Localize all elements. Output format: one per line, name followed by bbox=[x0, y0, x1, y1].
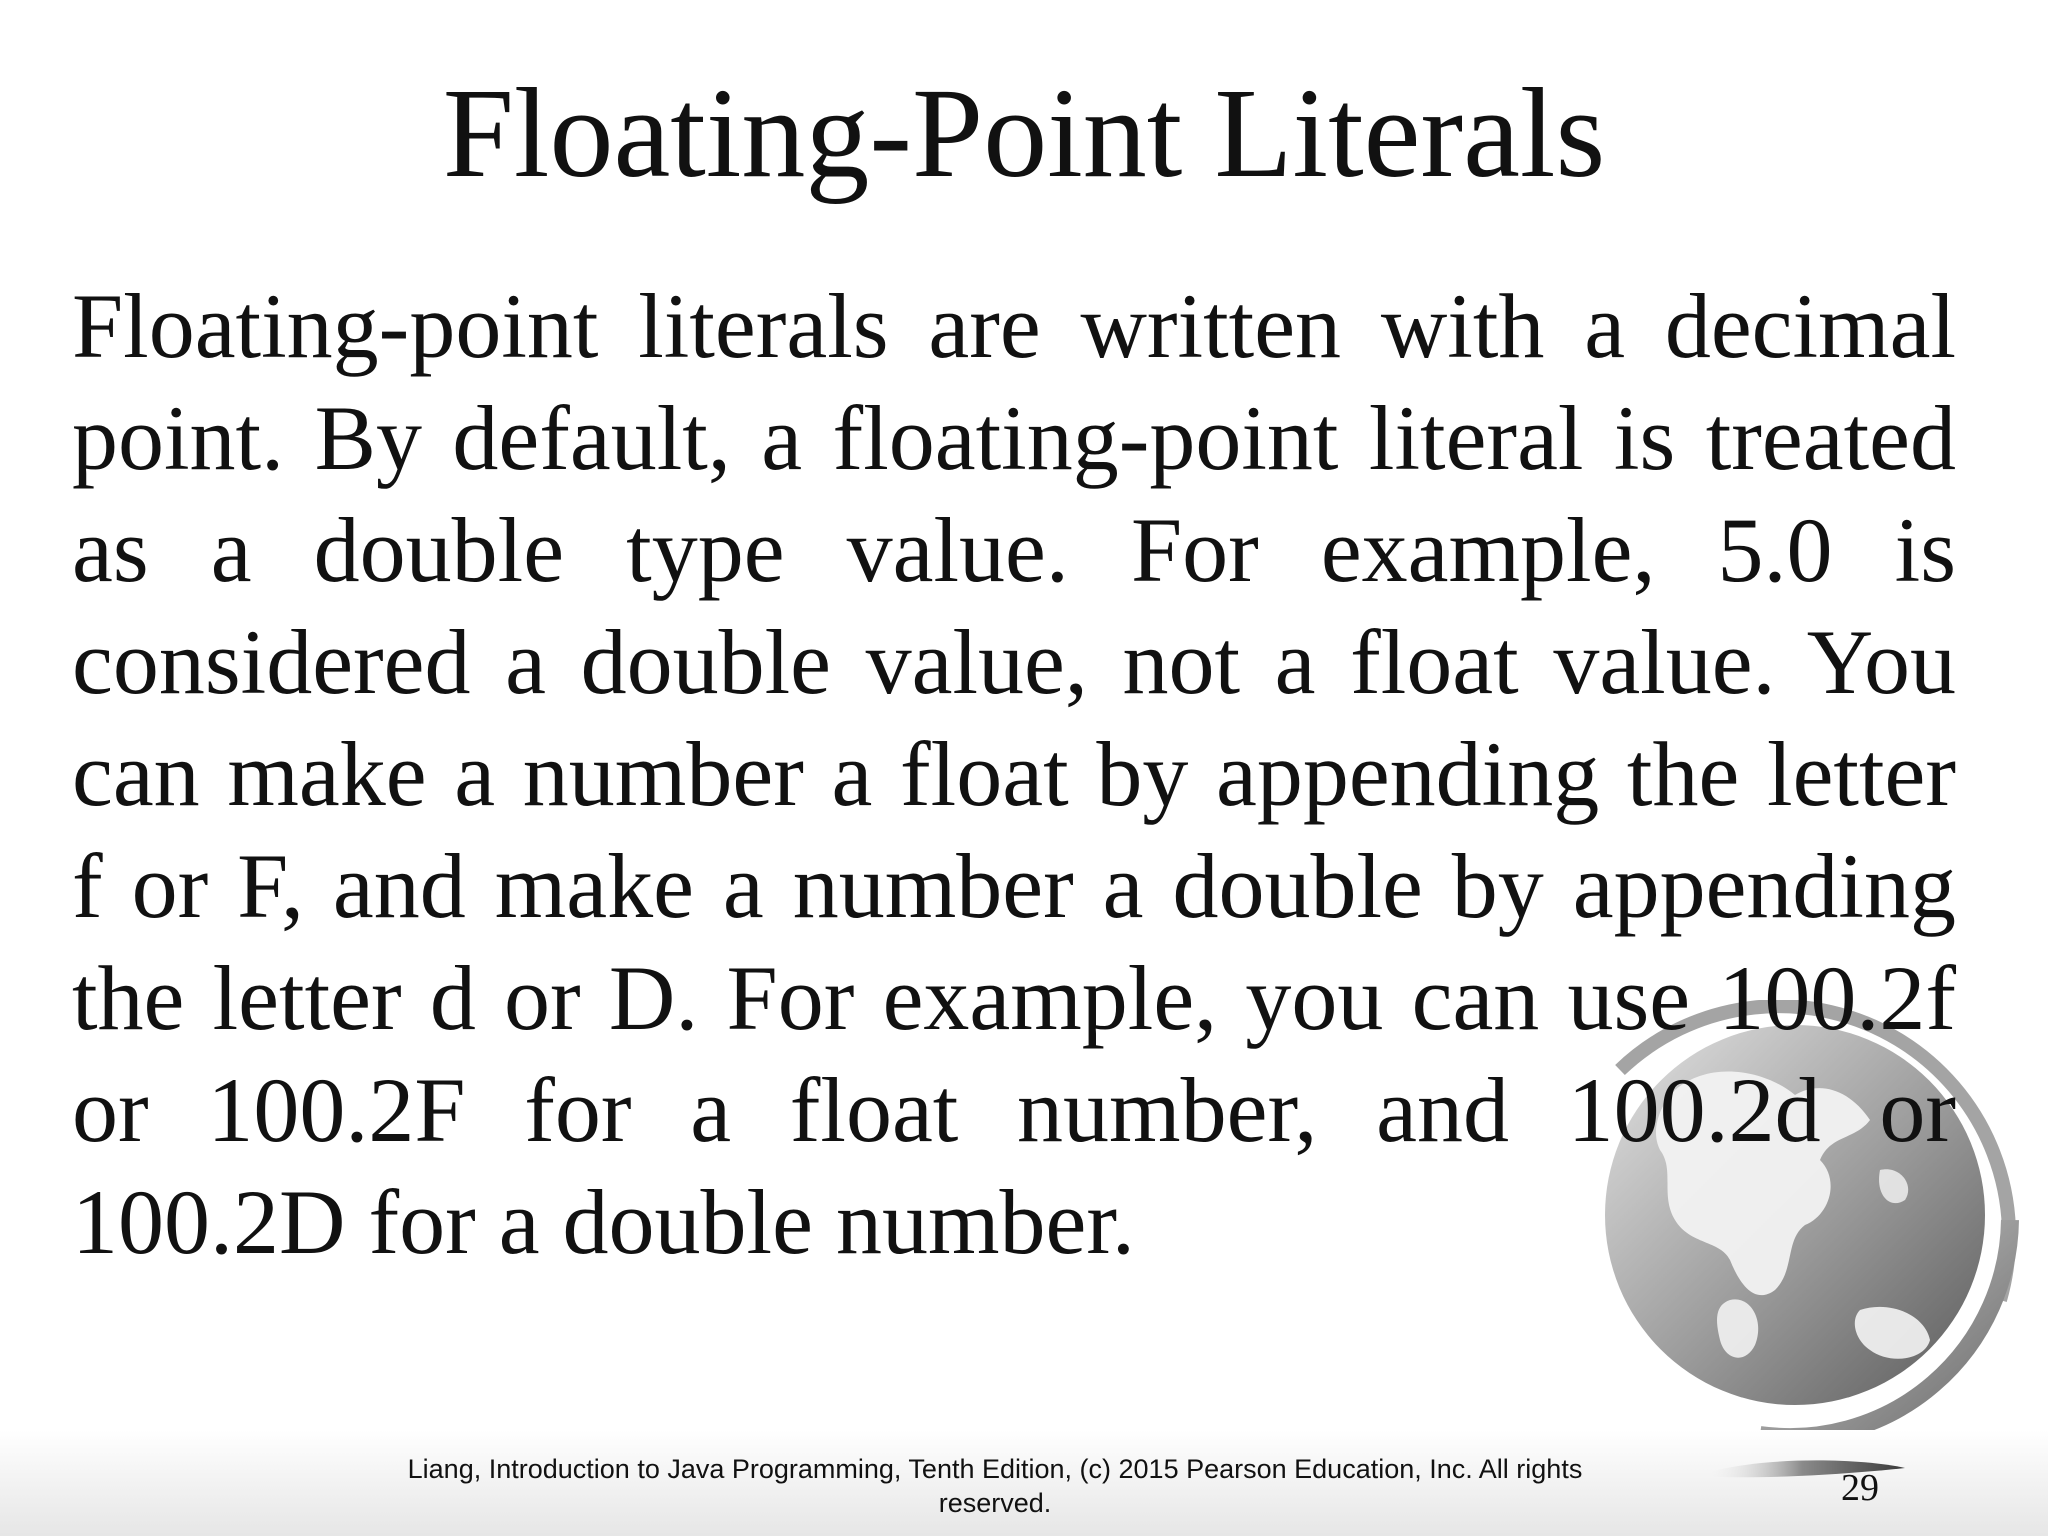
footer-copyright: Liang, Introduction to Java Programming, Tenth Edition, (c) 2015 Pearson Education, Inc. All rights reserved. bbox=[407, 1454, 1583, 1518]
slide-title: Floating-Point Literals bbox=[442, 62, 1606, 204]
page-number: 29 bbox=[1841, 1467, 1879, 1509]
slide-body-text: Floating-point literals are written with a decimal point. By default, a floating-point literal is treated as a double type value. For example, 5.0 is considered a double value, not a float value. You can make a number a float by appending the letter f or F, and make a number a double by appending the letter d or D. For example, you can use 100.2f or 100.2F for a float number, and 100.2d or 100.2D for a double number. bbox=[72, 275, 1956, 1273]
